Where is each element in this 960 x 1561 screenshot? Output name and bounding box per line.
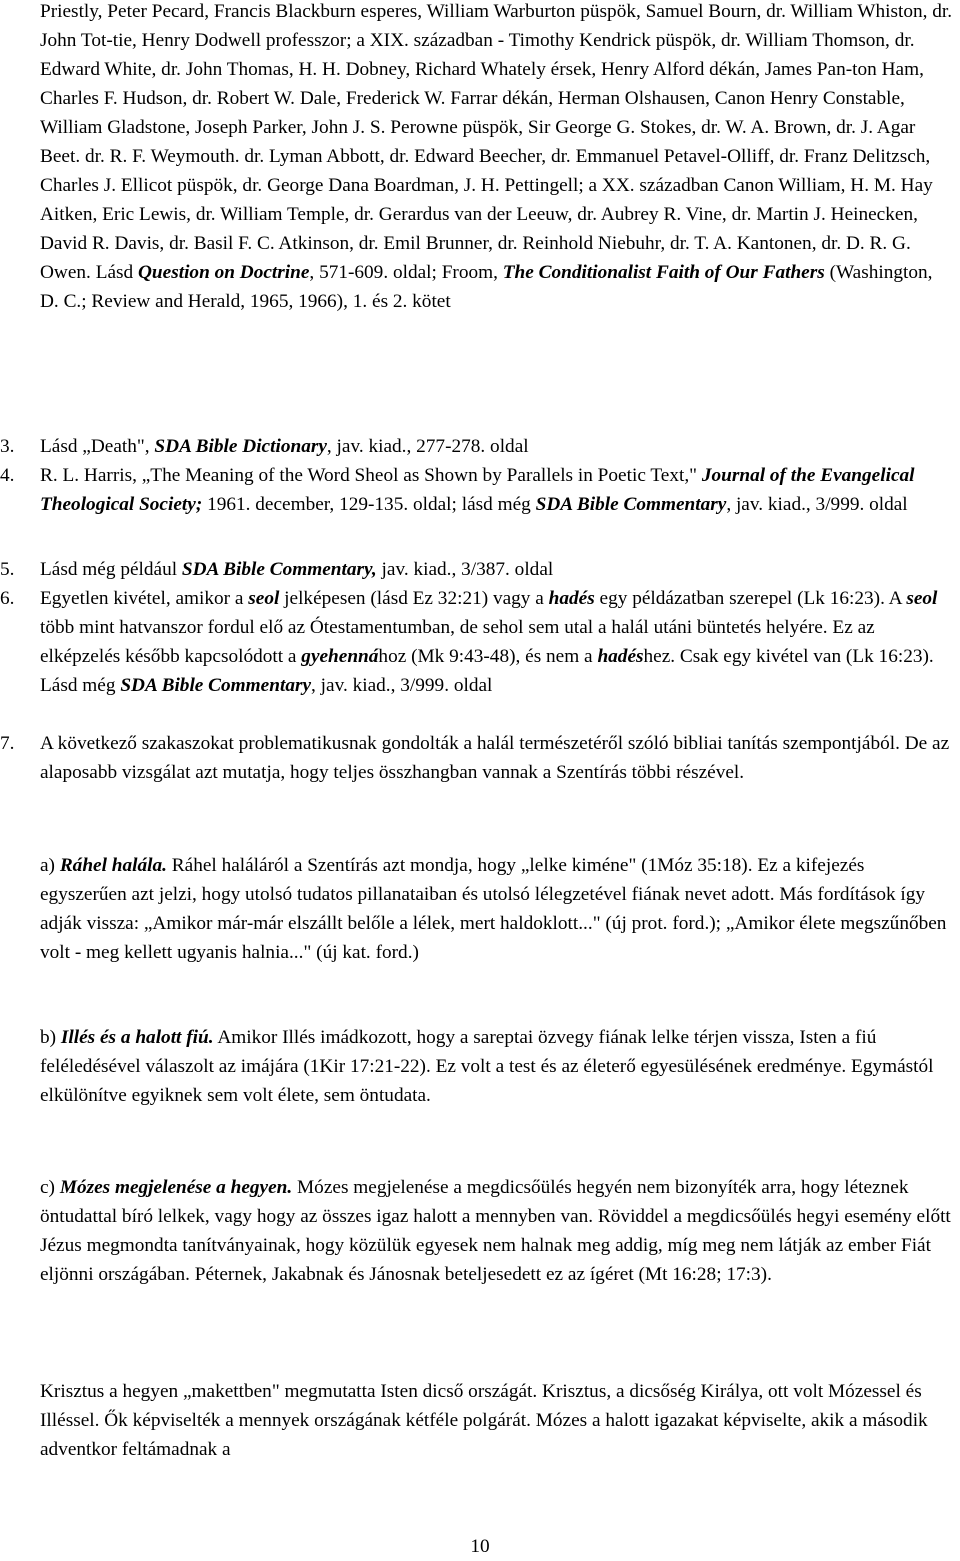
- section-heading: Ráhel halála.: [59, 855, 167, 876]
- section-label: b): [40, 1027, 61, 1048]
- footnote-number: 7.: [0, 733, 15, 754]
- section-a: [40, 851, 955, 967]
- section-label: c): [40, 1177, 60, 1198]
- note-2-continuation: [40, 0, 955, 316]
- note-text: (Washington, D. C.; Review and Herald, 1965, 1966), 1. és 2. kötet: [40, 262, 933, 312]
- term: seol: [248, 588, 280, 609]
- journal-title: Journal of the Evangelical Theological Society;: [40, 465, 915, 515]
- note-text: egy példázatban szerepel (Lk 16:23). A: [594, 588, 907, 609]
- term: hadés: [548, 588, 595, 609]
- term: hadés: [597, 646, 644, 667]
- section-heading: Mózes megjelenése a hegyen.: [59, 1177, 293, 1198]
- note-text: A következő szakaszokat problematikusnak gondolták a halál természetéről szóló bibliai tanítás szempontjából. De az alaposabb vizsgálat azt mutatja, hogy teljes összhangban vannak a Szentírás többi részével.: [40, 733, 950, 783]
- book-title: SDA Bible Commentary: [120, 675, 312, 696]
- section-text: Amikor Illés imádkozott, hogy a sareptai özvegy fiának lelke térjen vissza, Isten a fiú feléledésével válaszolt az imájára (1Kir 17:21-22). Ez volt a test és az életerő egyesülésének eredménye. Egymástól elkülönítve egyiknek sem volt élete, sem öntudata.: [40, 1027, 934, 1106]
- note-text: jelképesen (lásd Ez 32:21) vagy a: [279, 588, 549, 609]
- section-c: [40, 1173, 955, 1289]
- note-text: Egyetlen kivétel, amikor a: [40, 588, 249, 609]
- footnote-5: [0, 555, 955, 584]
- note-text: 1961. december, 129-135. oldal; lásd még: [202, 494, 536, 515]
- section-heading: Illés és a halott fiú.: [60, 1027, 214, 1048]
- term: seol: [906, 588, 938, 609]
- page-number: 10: [470, 1536, 490, 1557]
- book-title: SDA Bible Commentary,: [181, 559, 377, 580]
- note-text: Priestly, Peter Pecard, Francis Blackburn esperes, William Warburton püspök, Samuel Bourn, dr. William Whiston, dr. John Tot-tie, Henry Dodwell professzor; a XIX. században - Timothy Kendrick püspök, dr. William Thomson, dr. Edward White, dr. John Thomas, H. H. Dobney, Richard Whately érsek, Henry Alford dékán, James Pan-ton Ham, Charles F. Hudson, dr. Robert W. Dale, Frederick W. Farrar dékán, Herman Olshausen, Canon Henry Constable, William Gladstone, Joseph Parker, John J. S. Perowne püspök, Sir George G. Stokes, dr. W. A. Brown, dr. J. Agar Beet. dr. R. F. Weymouth. dr. Lyman Abbott, dr. Edward Beecher, dr. Emmanuel Petavel-Olliff, dr. Franz Delitzsch, Charles J. Ellicot püspök, dr. George Dana Boardman, J. H. Pettingell; a XX. században Canon William, H. M. Hay Aitken, Eric Lewis, dr. William Temple, dr. Gerardus van der Leeuw, dr. Aubrey R. Vine, dr. Martin J. Heinecken, David R. Davis, dr. Basil F. C. Atkinson, dr. Emil Brunner, dr. Reinhold Niebuhr, dr. T. A. Kantonen, dr. D. R. G. Owen. Lásd: [40, 1, 953, 283]
- note-text: hoz (Mk 9:43-48), és nem a: [378, 646, 598, 667]
- footnote-4: [0, 461, 955, 519]
- note-text: , jav. kiad., 277-278. oldal: [326, 436, 529, 457]
- footnote-number: 3.: [0, 436, 15, 457]
- note-text: , jav. kiad., 3/999. oldal: [726, 494, 908, 515]
- term: gyehenná: [301, 646, 379, 667]
- section-text: Ráhel haláláról a Szentírás azt mondja, hogy „lelke kiméne" (1Móz 35:18). Ez a kifejezés egyszerűen azt jelzi, hogy utolsó tudatos pillanataiban és utolsó lélegzetével fiának nevet adott. Más fordítások így adják vissza: „Amikor már-már elszállt belőle a lélek, mert haldoklott..." (új prot. ford.); „Amikor élete megszűnőben volt - meg kellett ugyanis halnia..." (új kat. ford.): [40, 855, 947, 963]
- section-text: Mózes megjelenése a megdicsőülés hegyén nem bizonyíték arra, hogy léteznek öntudattal bíró lelkek, vagy hogy az összes igaz halott a mennyben van. Röviddel a megdicsőülés hegyi esemény előtt Jézus megmondta tanítványainak, hogy közülük egyesek nem halnak meg addig, míg meg nem látják az ember Fiát eljönni országában. Péternek, Jakabnak és Jánosnak beteljesedett ez az ígéret (Mt 16:28; 17:3).: [40, 1177, 951, 1285]
- note-text: Lásd még például: [40, 559, 182, 580]
- note-text: , 571-609. oldal; Froom,: [309, 262, 503, 283]
- note-text: , jav. kiad., 3/999. oldal: [311, 675, 493, 696]
- section-b: [40, 1023, 955, 1110]
- note-text: R. L. Harris, „The Meaning of the Word Sheol as Shown by Parallels in Poetic Text,": [40, 465, 702, 486]
- footnote-3: [0, 432, 955, 461]
- note-text: Lásd „Death",: [40, 436, 155, 457]
- book-title: The Conditionalist Faith of Our Fathers: [502, 262, 825, 283]
- section-label: a): [40, 855, 60, 876]
- book-title: Question on Doctrine: [138, 262, 310, 283]
- closing-paragraph: Krisztus a hegyen „makettben" megmutatta Isten dicső országát. Krisztus, a dicsőség Királya, ott volt Mózessel és Illéssel. Ők képviselték a mennyek országának kétféle polgárát. Mózes a halott igazakat képviselte, akik a második adventkor feltámadnak a: [40, 1381, 928, 1460]
- note-text: hez. Csak egy kivétel van (Lk 16:23). Lásd még: [40, 646, 934, 696]
- footnote-7: [0, 729, 955, 787]
- book-title: SDA Bible Commentary: [535, 494, 727, 515]
- note-text: jav. kiad., 3/387. oldal: [376, 559, 554, 580]
- footnote-number: 5.: [0, 559, 15, 580]
- footnote-number: 6.: [0, 588, 15, 609]
- footnote-number: 4.: [0, 465, 15, 486]
- note-text: több mint hatvanszor fordul elő az Ótestamentumban, de sehol sem utal a halál utáni büntetés helyére. Ez az elképzelés később kapcsolódott a: [40, 617, 875, 667]
- book-title: SDA Bible Dictionary: [154, 436, 327, 457]
- footnote-6: [0, 584, 955, 700]
